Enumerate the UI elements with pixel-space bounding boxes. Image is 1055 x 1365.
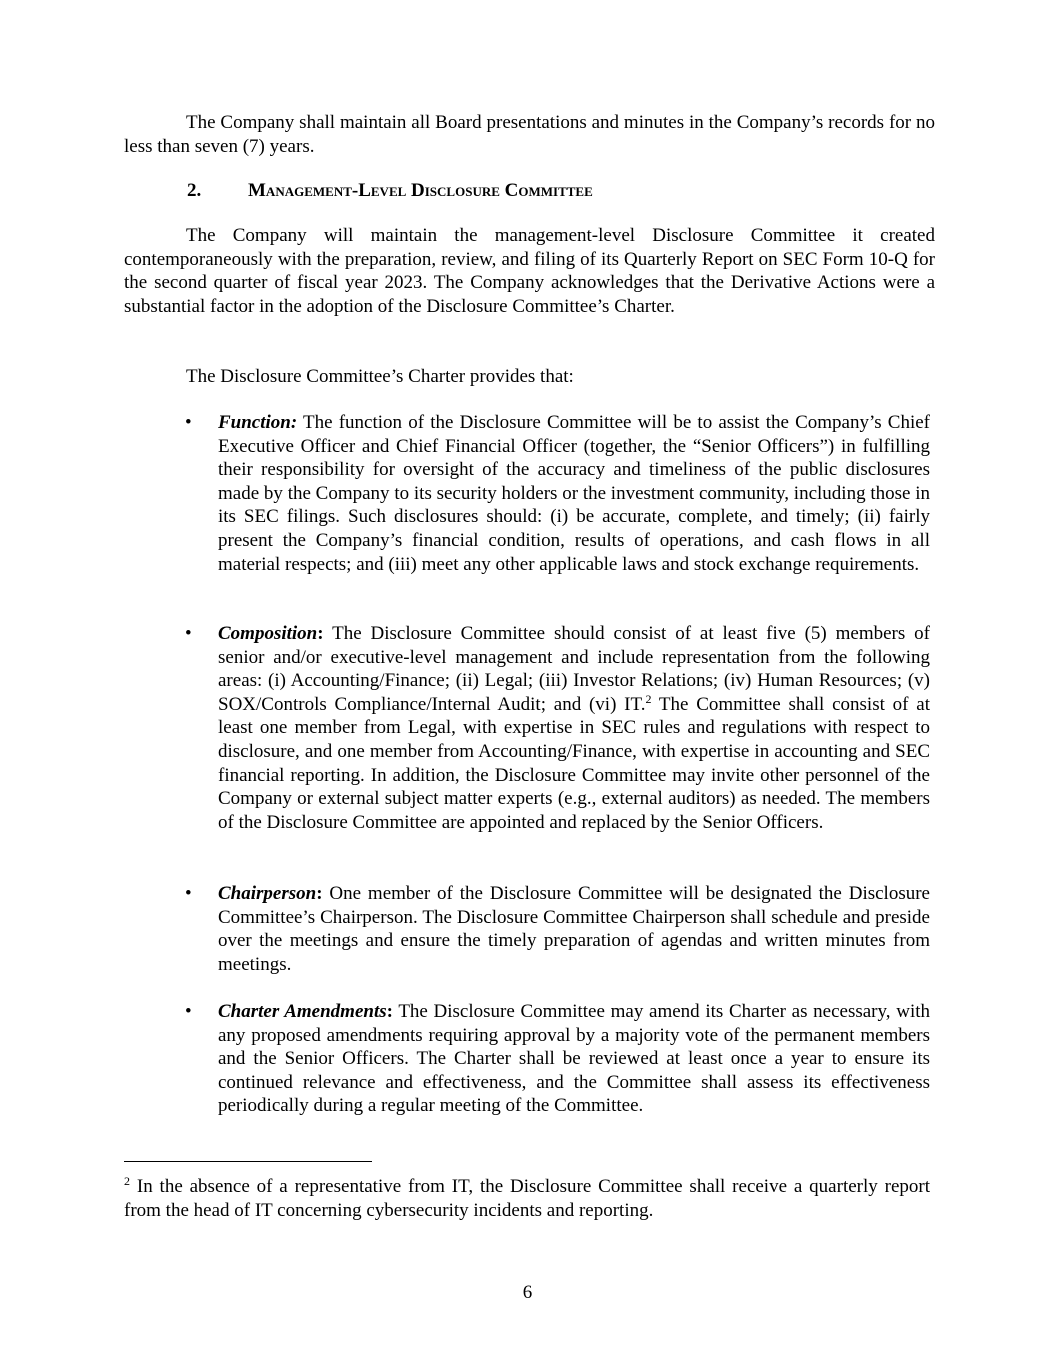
bullet-lead: Charter Amendments <box>218 1001 387 1022</box>
footnote <box>124 1175 930 1222</box>
bullet-function <box>185 411 930 576</box>
footnote-number: 2 <box>124 1174 130 1188</box>
bullet-composition <box>185 622 930 834</box>
bullet-charter-amendments <box>185 1000 930 1118</box>
footnote-divider <box>124 1161 372 1162</box>
bullet-text: The function of the Disclosure Committee will be to assist the Company’s Chief Executive Officer and Chief Financial Officer (together, the “Senior Officers”) in fulfilling their responsibility for oversight of the accuracy and timeliness of the public disclosures made by the Company to its security holders or the investment community, including those in its SEC filings. Such disclosures should: (i) be accurate, complete, and timely; (ii) fairly present the Company’s financial condition, results of operations, and cash flows in all material respects; and (iii) meet any other applicable laws and stock exchange requirements. <box>218 412 930 575</box>
records-paragraph: The Company shall maintain all Board presentations and minutes in the Company’s records for no less than seven (7) years. <box>124 112 935 157</box>
bullet-colon: : <box>386 1001 393 1022</box>
footnote-reference[interactable]: 2 <box>645 691 652 706</box>
bullet-colon: : <box>316 883 323 904</box>
bullet-text: One member of the Disclosure Committee will be designated the Disclosure Committee’s Chairperson. The Disclosure Committee Chairperson shall schedule and preside over the meetings and ensure the timely preparation of agendas and written minutes from meetings. <box>218 883 930 975</box>
bullet-text-continued: The Committee shall consist of at least one member from Legal, with expertise in SEC rules and regulations with respect to disclosure, and one member from Accounting/Finance, with expertise in accounting and SEC financial reporting. In addition, the Disclosure Committee may invite other personnel of the Company or external subject matter experts (e.g., external auditors) as needed. The members of the Disclosure Committee are appointed and replaced by the Senior Officers. <box>218 693 930 833</box>
section-title: Management-Level Disclosure Committee <box>248 180 593 201</box>
section-heading <box>187 179 593 203</box>
bullet-lead: Composition <box>218 623 318 644</box>
bullet-lead: Chairperson <box>218 883 317 904</box>
bullet-text: The Disclosure Committee may amend its Charter as necessary, with any proposed amendments requiring approval by a majority vote of the permanent members and the Senior Officers. The Charter shall be reviewed at least once a year to ensure its continued relevance and effectiveness, and the Committee shall assess its effectiveness periodically during a regular meeting of the Committee. <box>218 1001 930 1117</box>
bullet-icon: • <box>185 883 192 904</box>
footnote-text: In the absence of a representative from IT, the Disclosure Committee shall receive a quarterly report from the head of IT concerning cybersecurity incidents and reporting. <box>124 1176 930 1221</box>
section-number: 2. <box>187 180 202 201</box>
bullet-icon: • <box>185 412 192 433</box>
committee-paragraph: The Company will maintain the management-level Disclosure Committee it created contemporaneously with the preparation, review, and filing of its Quarterly Report on SEC Form 10-Q for the second quarter of fiscal year 2023. The Company acknowledges that the Derivative Actions were a substantial factor in the adoption of the Disclosure Committee’s Charter. <box>124 225 935 317</box>
bullet-icon: • <box>185 623 192 644</box>
charter-intro: The Disclosure Committee’s Charter provides that: <box>186 366 574 387</box>
bullet-chairperson <box>185 882 930 976</box>
bullet-text: The Disclosure Committee should consist of at least five (5) members of senior and/or executive-level management and include representation from the following areas: (i) Accounting/Finance; (ii) Legal; (iii) Investor Relations; (iv) Human Resources; (v) SOX/Controls Compliance/Internal Audit; and (vi) IT. <box>218 623 930 715</box>
bullet-icon: • <box>185 1001 192 1022</box>
bullet-colon: : <box>317 623 324 644</box>
bullet-lead: Function: <box>218 412 298 433</box>
page-number: 6 <box>522 1282 533 1303</box>
